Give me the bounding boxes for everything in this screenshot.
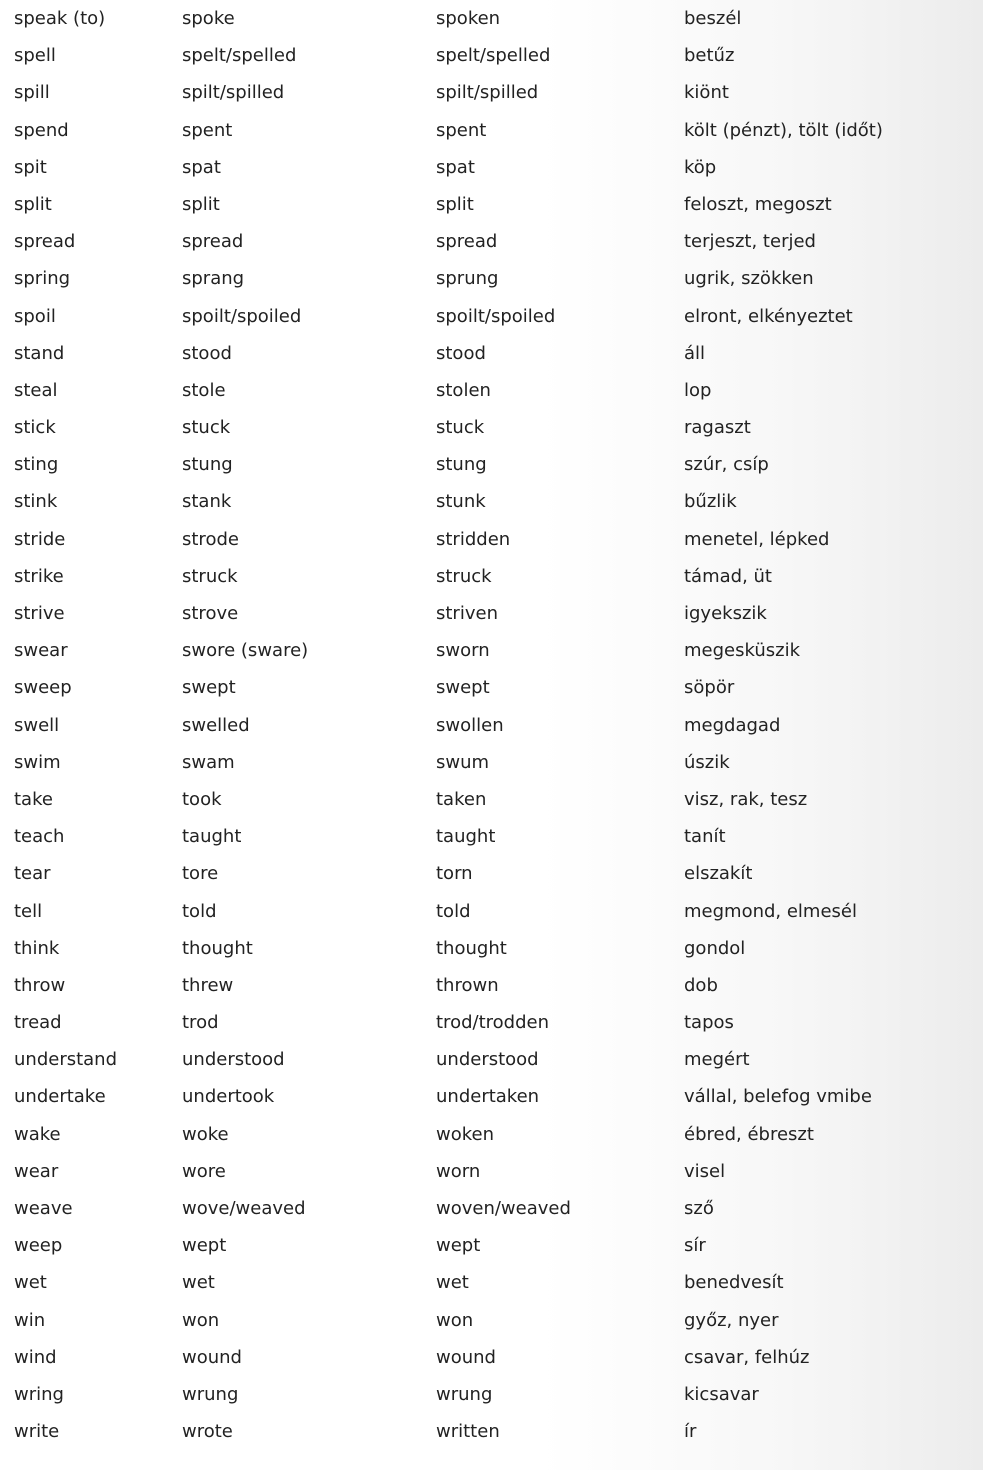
past-participle-cell: woken xyxy=(436,1123,494,1145)
past-participle-cell: wept xyxy=(436,1235,481,1257)
hungarian-meaning-cell: lop xyxy=(684,379,712,401)
past-simple-cell: sprang xyxy=(182,268,245,290)
past-simple-cell: stuck xyxy=(182,417,231,439)
past-simple-cell: wet xyxy=(182,1272,215,1294)
table-row xyxy=(0,521,983,558)
table-row xyxy=(0,1339,983,1376)
table-row xyxy=(0,1078,983,1115)
table-row xyxy=(0,669,983,706)
past-simple-cell: took xyxy=(182,788,222,810)
past-participle-cell: trod/trodden xyxy=(436,1012,549,1034)
hungarian-meaning-cell: ugrik, szökken xyxy=(684,268,814,290)
past-simple-cell: won xyxy=(182,1309,220,1331)
hungarian-meaning-cell: győz, nyer xyxy=(684,1309,779,1331)
hungarian-meaning-cell: megdagad xyxy=(684,714,781,736)
hungarian-meaning-cell: ír xyxy=(684,1421,697,1443)
base-form-cell: weep xyxy=(14,1235,63,1257)
hungarian-meaning-cell: menetel, lépked xyxy=(684,528,830,550)
hungarian-meaning-cell: söpör xyxy=(684,677,735,699)
past-simple-cell: undertook xyxy=(182,1086,275,1108)
base-form-cell: teach xyxy=(14,826,65,848)
table-row xyxy=(0,37,983,74)
past-simple-cell: understood xyxy=(182,1049,285,1071)
base-form-cell: strike xyxy=(14,565,64,587)
hungarian-meaning-cell: ébred, ébreszt xyxy=(684,1123,814,1145)
table-row xyxy=(0,632,983,669)
past-simple-cell: wove/weaved xyxy=(182,1198,306,1219)
past-participle-cell: undertaken xyxy=(436,1086,540,1108)
table-row xyxy=(0,335,983,372)
past-participle-cell: taught xyxy=(436,826,496,848)
table-row xyxy=(0,446,983,483)
past-participle-cell: thought xyxy=(436,937,507,959)
past-participle-cell: struck xyxy=(436,565,492,587)
past-simple-cell: swam xyxy=(182,751,235,773)
past-participle-cell: spoken xyxy=(436,8,501,29)
base-form-cell: spell xyxy=(14,45,56,67)
base-form-cell: weave xyxy=(14,1198,73,1219)
past-simple-cell: spoke xyxy=(182,8,235,29)
past-simple-cell: stood xyxy=(182,342,232,364)
table-row xyxy=(0,1190,983,1227)
table-row xyxy=(0,1413,983,1450)
hungarian-meaning-cell: visz, rak, tesz xyxy=(684,788,808,810)
past-participle-cell: won xyxy=(436,1309,474,1331)
hungarian-meaning-cell: megmond, elmesél xyxy=(684,900,857,922)
base-form-cell: steal xyxy=(14,379,58,401)
past-participle-cell: torn xyxy=(436,863,473,885)
hungarian-meaning-cell: vállal, belefog vmibe xyxy=(684,1086,872,1108)
past-simple-cell: split xyxy=(182,193,220,215)
past-participle-cell: told xyxy=(436,900,471,922)
past-simple-cell: struck xyxy=(182,565,238,587)
past-participle-cell: stung xyxy=(436,454,487,476)
base-form-cell: undertake xyxy=(14,1086,106,1108)
hungarian-meaning-cell: dob xyxy=(684,974,718,996)
past-simple-cell: wept xyxy=(182,1235,227,1257)
table-row xyxy=(0,186,983,223)
past-participle-cell: split xyxy=(436,193,474,215)
hungarian-meaning-cell: megért xyxy=(684,1049,750,1071)
hungarian-meaning-cell: elszakít xyxy=(684,863,753,885)
hungarian-meaning-cell: bűzlik xyxy=(684,491,737,513)
past-participle-cell: swollen xyxy=(436,714,504,736)
hungarian-meaning-cell: támad, üt xyxy=(684,565,772,587)
base-form-cell: stick xyxy=(14,417,56,439)
table-row xyxy=(0,74,983,111)
base-form-cell: sting xyxy=(14,454,59,476)
base-form-cell: wind xyxy=(14,1346,57,1368)
past-participle-cell: stridden xyxy=(436,528,511,550)
past-simple-cell: stank xyxy=(182,491,232,513)
past-participle-cell: swum xyxy=(436,751,490,773)
table-row xyxy=(0,1041,983,1078)
table-row xyxy=(0,1116,983,1153)
table-row xyxy=(0,0,983,37)
past-participle-cell: wrung xyxy=(436,1383,493,1405)
base-form-cell: throw xyxy=(14,974,66,996)
base-form-cell: swim xyxy=(14,751,61,773)
past-simple-cell: swept xyxy=(182,677,236,699)
base-form-cell: spill xyxy=(14,82,50,104)
hungarian-meaning-cell: terjeszt, terjed xyxy=(684,231,816,253)
past-simple-cell: trod xyxy=(182,1012,219,1034)
hungarian-meaning-cell: úszik xyxy=(684,751,730,773)
table-row xyxy=(0,1004,983,1041)
hungarian-meaning-cell: feloszt, megoszt xyxy=(684,193,832,215)
past-simple-cell: thought xyxy=(182,937,253,959)
table-row xyxy=(0,298,983,335)
base-form-cell: stand xyxy=(14,342,65,364)
base-form-cell: spoil xyxy=(14,305,56,327)
hungarian-meaning-cell: köp xyxy=(684,156,717,178)
hungarian-meaning-cell: sző xyxy=(684,1198,714,1219)
past-simple-cell: stung xyxy=(182,454,233,476)
table-row xyxy=(0,855,983,892)
hungarian-meaning-cell: szúr, csíp xyxy=(684,454,769,476)
base-form-cell: tear xyxy=(14,863,51,885)
base-form-cell: swear xyxy=(14,640,68,662)
hungarian-meaning-cell: betűz xyxy=(684,45,735,67)
hungarian-meaning-cell: csavar, felhúz xyxy=(684,1346,810,1368)
hungarian-meaning-cell: költ (pénzt), tölt (időt) xyxy=(684,119,883,141)
past-participle-cell: striven xyxy=(436,603,498,624)
past-simple-cell: woke xyxy=(182,1123,229,1145)
table-row xyxy=(0,483,983,520)
base-form-cell: spread xyxy=(14,231,76,253)
table-row xyxy=(0,1264,983,1301)
table-row xyxy=(0,781,983,818)
hungarian-meaning-cell: tanít xyxy=(684,826,726,848)
hungarian-meaning-cell: sír xyxy=(684,1235,706,1257)
base-form-cell: split xyxy=(14,193,52,215)
base-form-cell: understand xyxy=(14,1049,118,1071)
hungarian-meaning-cell: kiönt xyxy=(684,82,729,104)
past-participle-cell: spent xyxy=(436,119,487,141)
past-simple-cell: stole xyxy=(182,379,226,401)
table-row xyxy=(0,707,983,744)
past-simple-cell: spelt/spelled xyxy=(182,45,297,67)
past-participle-cell: stolen xyxy=(436,379,491,401)
past-participle-cell: wet xyxy=(436,1272,469,1294)
past-participle-cell: worn xyxy=(436,1160,481,1182)
base-form-cell: wear xyxy=(14,1160,59,1182)
past-participle-cell: written xyxy=(436,1421,500,1443)
table-row xyxy=(0,1227,983,1264)
table-row xyxy=(0,149,983,186)
table-row xyxy=(0,558,983,595)
base-form-cell: write xyxy=(14,1421,60,1443)
past-simple-cell: strove xyxy=(182,603,239,624)
table-row xyxy=(0,260,983,297)
table-row xyxy=(0,1153,983,1190)
past-simple-cell: spoilt/spoiled xyxy=(182,305,302,327)
past-participle-cell: spread xyxy=(436,231,498,253)
past-participle-cell: stood xyxy=(436,342,486,364)
base-form-cell: wring xyxy=(14,1383,64,1405)
table-row xyxy=(0,595,983,632)
hungarian-meaning-cell: tapos xyxy=(684,1012,734,1034)
past-simple-cell: swore (sware) xyxy=(182,640,309,662)
past-participle-cell: thrown xyxy=(436,974,499,996)
past-simple-cell: spat xyxy=(182,156,221,178)
past-simple-cell: wore xyxy=(182,1160,226,1182)
past-simple-cell: wound xyxy=(182,1346,242,1368)
past-participle-cell: spat xyxy=(436,156,475,178)
base-form-cell: swell xyxy=(14,714,60,736)
past-simple-cell: threw xyxy=(182,974,234,996)
base-form-cell: think xyxy=(14,937,60,959)
table-row xyxy=(0,744,983,781)
base-form-cell: spring xyxy=(14,268,71,290)
table-row xyxy=(0,1376,983,1413)
past-participle-cell: sprung xyxy=(436,268,499,290)
past-simple-cell: tore xyxy=(182,863,219,885)
base-form-cell: win xyxy=(14,1309,46,1331)
base-form-cell: strive xyxy=(14,603,65,624)
hungarian-meaning-cell: beszél xyxy=(684,8,742,29)
base-form-cell: spit xyxy=(14,156,47,178)
past-participle-cell: taken xyxy=(436,788,487,810)
base-form-cell: tread xyxy=(14,1012,62,1034)
past-simple-cell: strode xyxy=(182,528,239,550)
past-participle-cell: spilt/spilled xyxy=(436,82,539,104)
past-participle-cell: spoilt/spoiled xyxy=(436,305,556,327)
table-row xyxy=(0,409,983,446)
past-simple-cell: spread xyxy=(182,231,244,253)
base-form-cell: stride xyxy=(14,528,66,550)
table-row xyxy=(0,112,983,149)
table-row xyxy=(0,223,983,260)
past-participle-cell: woven/weaved xyxy=(436,1198,571,1219)
hungarian-meaning-cell: gondol xyxy=(684,937,746,959)
table-row xyxy=(0,930,983,967)
hungarian-meaning-cell: kicsavar xyxy=(684,1383,759,1405)
table-row xyxy=(0,967,983,1004)
hungarian-meaning-cell: elront, elkényeztet xyxy=(684,305,853,327)
base-form-cell: wet xyxy=(14,1272,47,1294)
past-simple-cell: spent xyxy=(182,119,233,141)
hungarian-meaning-cell: ragaszt xyxy=(684,417,751,439)
table-row xyxy=(0,1302,983,1339)
base-form-cell: speak (to) xyxy=(14,8,106,29)
base-form-cell: tell xyxy=(14,900,43,922)
base-form-cell: sweep xyxy=(14,677,72,699)
past-simple-cell: swelled xyxy=(182,714,250,736)
hungarian-meaning-cell: visel xyxy=(684,1160,726,1182)
past-simple-cell: taught xyxy=(182,826,242,848)
table-row xyxy=(0,893,983,930)
hungarian-meaning-cell: megesküszik xyxy=(684,640,801,662)
past-participle-cell: sworn xyxy=(436,640,490,662)
hungarian-meaning-cell: igyekszik xyxy=(684,603,767,624)
past-participle-cell: understood xyxy=(436,1049,539,1071)
past-simple-cell: wrote xyxy=(182,1421,233,1443)
base-form-cell: wake xyxy=(14,1123,61,1145)
base-form-cell: take xyxy=(14,788,53,810)
past-simple-cell: spilt/spilled xyxy=(182,82,285,104)
table-row xyxy=(0,372,983,409)
hungarian-meaning-cell: benedvesít xyxy=(684,1272,784,1294)
past-simple-cell: wrung xyxy=(182,1383,239,1405)
base-form-cell: stink xyxy=(14,491,58,513)
table-row xyxy=(0,818,983,855)
past-participle-cell: spelt/spelled xyxy=(436,45,551,67)
past-participle-cell: stunk xyxy=(436,491,486,513)
past-participle-cell: swept xyxy=(436,677,490,699)
base-form-cell: spend xyxy=(14,119,69,141)
past-participle-cell: stuck xyxy=(436,417,485,439)
past-simple-cell: told xyxy=(182,900,217,922)
hungarian-meaning-cell: áll xyxy=(684,342,706,364)
past-participle-cell: wound xyxy=(436,1346,496,1368)
